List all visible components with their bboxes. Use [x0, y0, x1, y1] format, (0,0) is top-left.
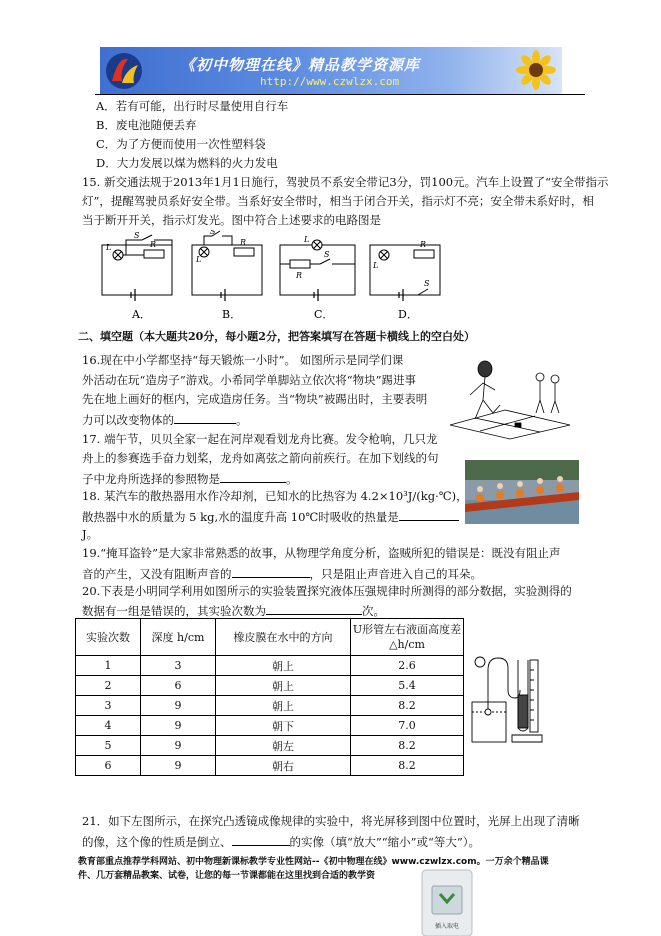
q19-text-1: 19.“掩耳盗铃”是大家非常熟悉的故事，从物理学角度分析，盗贼所犯的错误是：既没有阻止声: [82, 546, 561, 560]
q17-text-3: 子中龙舟所选择的参照物是 。: [82, 472, 298, 486]
q16-text-4: 力可以改变物体的 。: [82, 413, 248, 427]
circuit-d: [370, 245, 440, 301]
header-direction: 橡皮膜在水中的方向: [216, 619, 351, 656]
option-label-b: B．: [222, 308, 242, 321]
q20-answer-blank[interactable]: [266, 602, 362, 615]
label-l: L: [106, 243, 112, 252]
label-r: R: [296, 271, 303, 280]
header-banner: [100, 47, 562, 94]
q21-text-2: 的像，这个像的性质是倒立、 的实像（填“放大”“缩小”或“等大”）。: [82, 835, 481, 849]
q16-text-3: 先在地上画好的框内，完成造房任务。当“物块”被踢出时，主要表明: [82, 392, 428, 406]
q15-text-3: 当于断开开关，指示灯发光。图中符合上述要求的电路图是: [82, 213, 381, 227]
circuit-b: [192, 231, 262, 301]
q19-text-2: 音的产生，又没有阻断声音的 ，只是阻止声音进入自己的耳朵。: [82, 567, 482, 581]
table-row: 3 9 朝上 8.2: [76, 696, 464, 716]
u-tube-apparatus: [468, 650, 548, 745]
q21-answer-blank[interactable]: [232, 833, 290, 846]
circuit-a: [102, 235, 172, 301]
q15-text-1: 15. 新交通法规于2013年1月1日施行，驾驶员不系安全带记3分，罚100元。汽车上设置了“安全带指示: [82, 175, 609, 189]
card-slot-ad-image: [418, 868, 476, 936]
label-r: R: [420, 240, 427, 249]
q17-answer-blank[interactable]: [220, 470, 286, 483]
table-row: 1 3 朝上 2.6: [76, 656, 464, 676]
q16-answer-blank[interactable]: [174, 411, 236, 424]
q17-text-2: 舟上的参赛选手奋力划桨，龙舟如离弦之箭向前疾行。在加下划线的句: [82, 451, 439, 465]
label-s: S: [134, 231, 140, 240]
ad-label: 插入取电: [434, 923, 460, 930]
q15-text-2: 灯”，提醒驾驶员系好安全带。当系好安全带时，相当于闭合开关，指示灯不亮；安全带未系好时，相: [82, 194, 594, 208]
q19-answer-blank[interactable]: [232, 565, 310, 578]
table-header-row: [76, 619, 464, 656]
q15-circuit-diagrams: [92, 230, 452, 322]
dragon-boat-photo: [465, 460, 579, 524]
q14-option-c: C．为了方便而使用一次性塑料袋: [96, 137, 266, 151]
banner-url[interactable]: http://www.czwlzx.com: [260, 75, 400, 88]
label-s: S: [424, 279, 430, 288]
option-label-d: D．: [398, 308, 418, 321]
q14-option-b: B．废电池随便丢弃: [96, 118, 197, 132]
option-label-c: C．: [314, 308, 334, 321]
q18-answer-blank[interactable]: [399, 508, 459, 521]
label-s: S: [210, 230, 216, 236]
label-l: L: [373, 261, 379, 270]
header-height-diff: U形管左右液面高度差△h/cm: [351, 619, 464, 656]
hopscotch-illustration: [445, 355, 575, 440]
q16-text-1: 16.现在中小学都坚持“每天锻炼一小时”。 如图所示是同学们课: [82, 353, 404, 367]
banner-title: 《初中物理在线》精品教学资源库: [180, 56, 421, 74]
section-heading: 二、填空题（本大题共20分，每小题2分，把答案填写在答题卡横线上的空白处）: [78, 330, 475, 343]
q20-text-1: 20.下表是小明同学利用如图所示的实验装置探究液体压强规律时所测得的部分数据，实验测得的: [82, 584, 572, 598]
q17-text-1: 17. 端午节，贝贝全家一起在河岸观看划龙舟比赛。发令枪响，几只龙: [82, 432, 438, 446]
q16-text-2: 外活动在玩“造房子”游戏。小希同学单脚站立依次将“物块”踢进事: [82, 373, 417, 387]
sunflower-icon: [514, 50, 558, 90]
q18-text-2: 散热器中水的质量为 5 kg,水的温度升高 10℃时吸收的热量是: [82, 508, 459, 525]
table-row: 5 9 朝左 8.2: [76, 736, 464, 756]
q18-text-1: 18. 某汽车的散热器用水作冷却剂，已知水的比热容为 4.2×10³J/(kg·℃)，: [82, 489, 468, 503]
footer-line-2: 件、几万套精品教案、试卷，让您的每一节课都能在这里找到合适的教学资: [78, 871, 376, 881]
label-l: L: [304, 235, 310, 244]
label-r: R: [240, 238, 247, 247]
circuit-c: [280, 240, 355, 301]
q18-text-3: J。: [82, 527, 99, 541]
header-trial: 实验次数: [76, 619, 141, 656]
experiment-table: [75, 618, 464, 776]
label-r: R: [150, 240, 157, 249]
q14-option-a: A．若有可能，出行时尽量使用自行车: [96, 99, 289, 113]
q14-option-d: D．大力发展以煤为燃料的火力发电: [96, 156, 278, 170]
label-s: S: [324, 250, 330, 259]
site-logo-icon: [104, 51, 144, 91]
table-row: 2 6 朝上 5.4: [76, 676, 464, 696]
option-label-a: A．: [132, 308, 151, 321]
label-l: L: [196, 255, 202, 264]
q20-text-2: 数据有一组是错误的，其实验次数为 次。: [82, 604, 385, 618]
table-row: 6 9 朝右 8.2: [76, 756, 464, 776]
table-row: 4 9 朝下 7.0: [76, 716, 464, 736]
footer-line-1: 教育部重点推荐学科网站、初中物理新课标教学专业性网站--《初中物理在线》www.czwlzx.com。一万余个精品课: [78, 857, 549, 867]
header-rule: [95, 94, 585, 95]
header-depth: 深度 h/cm: [141, 619, 216, 656]
q21-text-1: 21．如下左图所示，在探究凸透镜成像规律的实验中，将光屏移到图中位置时，光屏上出现了清晰: [82, 814, 580, 828]
